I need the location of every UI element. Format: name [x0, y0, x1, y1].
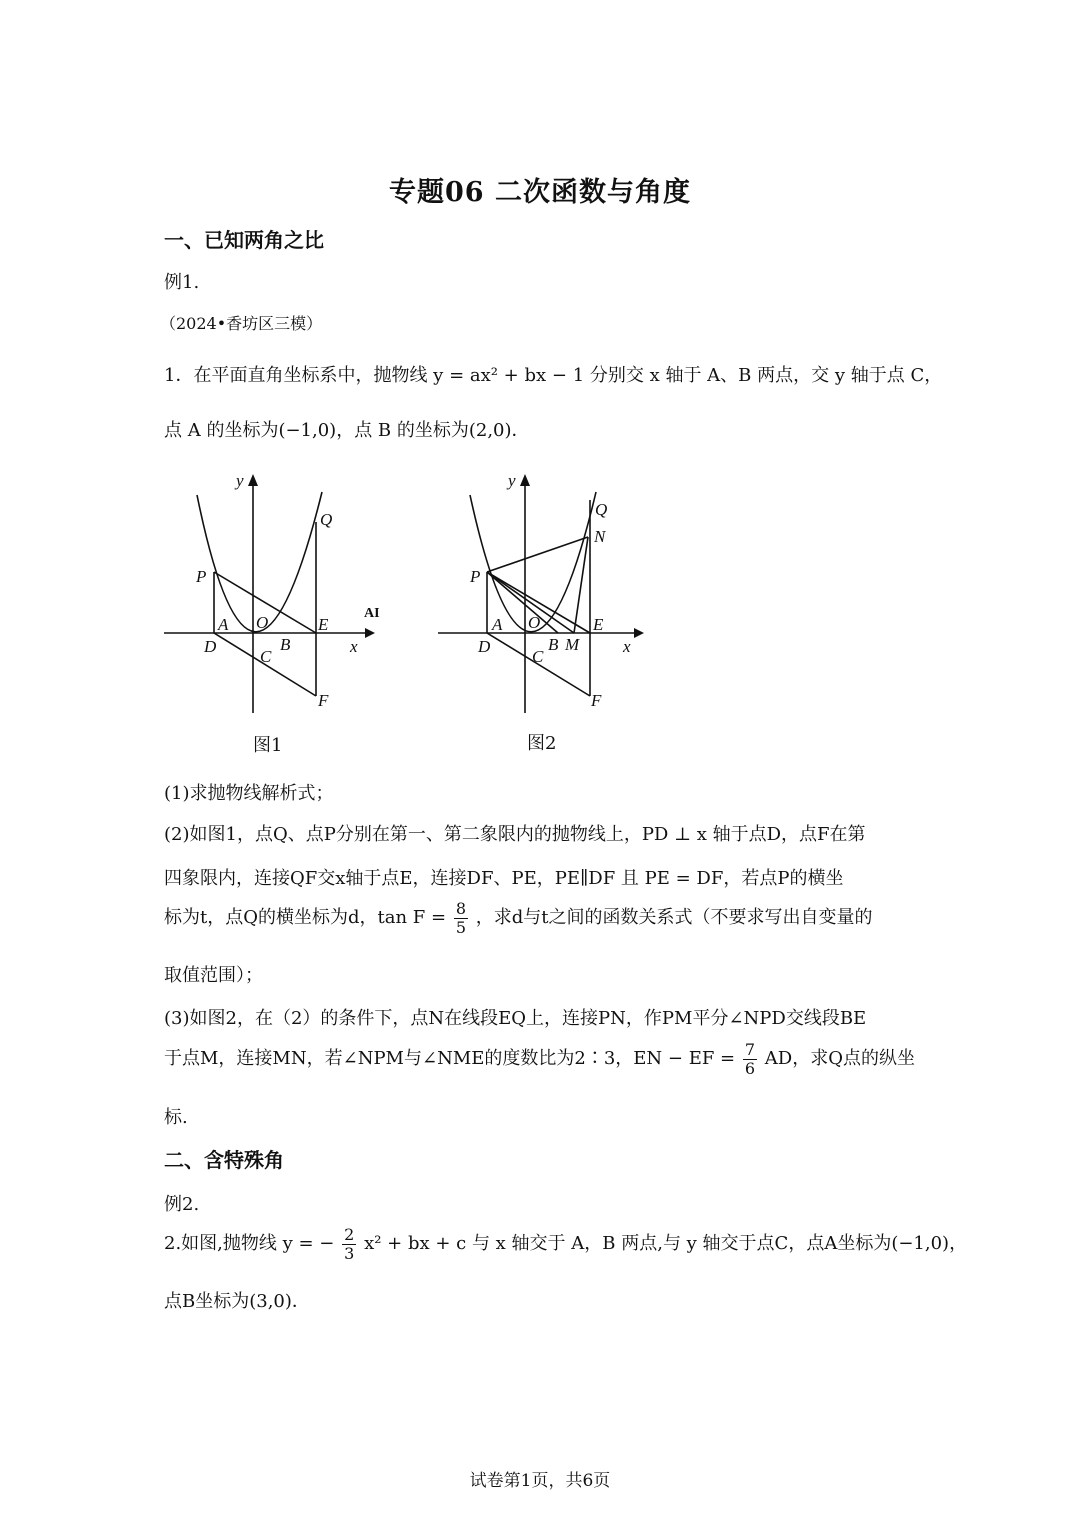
fig2-label-B: B	[548, 635, 559, 654]
page-footer: 试卷第1页，共6页	[469, 1471, 611, 1491]
fig1-label-E: E	[318, 615, 329, 634]
segment-MN	[574, 537, 588, 633]
fig1-label-x: x	[350, 637, 358, 656]
fig2-label-F: F	[591, 691, 602, 710]
x-axis-arrow	[365, 628, 375, 638]
problem-1-line-2: 点 A 的坐标为(−1,0)，点 B 的坐标为(2,0)．	[164, 420, 530, 441]
page-title: 专题06 二次函数与角度	[389, 177, 691, 208]
fraction-8-5	[454, 900, 468, 936]
question-2-line-1: (2)如图1，点Q、点P分别在第一、第二象限内的抛物线上，PD ⊥ x 轴于点D，点F在第	[164, 824, 866, 845]
x-axis-arrow	[634, 628, 644, 638]
problem-1-line-1: 1．在平面直角坐标系中，抛物线 y = ax² + bx − 1 分别交 x 轴于 A、B 两点，交 y 轴于点 C，	[164, 365, 943, 386]
fig2-label-P: P	[470, 567, 481, 586]
problem-2-line-2: 点B坐标为(3,0)．	[164, 1291, 310, 1312]
fig2-label-M: M	[565, 635, 580, 654]
figure-1-caption: 图1	[253, 735, 283, 756]
figure-2-caption: 图2	[527, 733, 557, 754]
fraction-7-6	[743, 1041, 757, 1077]
fig2-label-y: y	[508, 471, 516, 490]
question-2-line-3-pre: 标为t，点Q的横坐标为d，tan F =	[164, 907, 447, 929]
fig1-label-D: D	[204, 637, 217, 656]
fig1-label-O: O	[256, 613, 269, 632]
parabola	[197, 492, 322, 632]
fig1-label-Q: Q	[320, 510, 333, 529]
segment-PN	[487, 537, 588, 572]
question-2-line-3-post: ，求d与t之间的函数关系式（不要求写出自变量的	[475, 907, 873, 929]
fraction-numerator: 2	[344, 1225, 355, 1244]
fig1-label-C: C	[260, 647, 272, 666]
problem-source: （2024•香坊区三模）	[160, 314, 323, 333]
figure-1	[160, 470, 390, 720]
y-axis-arrow	[248, 474, 258, 486]
example-label-1: 例1.	[164, 272, 200, 293]
section-heading-1: 一、已知两角之比	[164, 228, 324, 252]
example-label-2: 例2.	[164, 1194, 200, 1215]
question-3-line-1: (3)如图2，在（2）的条件下，点N在线段EQ上，连接PN，作PM平分∠NPD交线段BE	[164, 1008, 867, 1029]
question-1: (1)求抛物线解析式；	[164, 783, 334, 804]
question-2-line-2: 四象限内，连接QF交x轴于点E，连接DF、PE，PE∥DF 且 PE = DF，若点P的横坐	[164, 868, 844, 889]
fig2-label-x: x	[623, 637, 631, 656]
problem-2-post: x² + bx + c 与 x 轴交于 A，B 两点,与 y 轴交于点C，点A坐标为(−1,0)，	[364, 1233, 968, 1255]
fig1-label-F: F	[318, 691, 329, 710]
fraction-numerator: 8	[455, 899, 467, 918]
fraction-denominator: 3	[344, 1243, 355, 1263]
fig2-label-D: D	[478, 637, 491, 656]
fig2-label-N: N	[594, 527, 606, 546]
fig1-label-A: A	[218, 615, 229, 634]
fraction-denominator: 5	[455, 917, 467, 937]
figure-2	[434, 470, 644, 720]
fig1-label-AI: AI	[364, 606, 380, 621]
question-3-line-3: 标.	[164, 1107, 188, 1128]
question-3-line-2	[164, 1041, 915, 1077]
fig2-label-E: E	[593, 615, 604, 634]
fig1-label-B: B	[280, 635, 291, 654]
fig1-label-P: P	[196, 567, 207, 586]
fig2-label-Q: Q	[595, 500, 608, 519]
y-axis-arrow	[520, 474, 530, 486]
fraction-denominator: 6	[744, 1058, 756, 1078]
question-3-line-2-post: AD，求Q点的纵坐	[764, 1048, 915, 1070]
fraction-2-3	[342, 1226, 356, 1262]
question-2-line-4: 取值范围）；	[164, 965, 263, 986]
fraction-numerator: 7	[744, 1040, 756, 1059]
problem-2-line-1	[164, 1226, 967, 1262]
fig1-label-y: y	[236, 471, 244, 490]
question-2-line-3	[164, 900, 873, 936]
fig2-label-A: A	[492, 615, 503, 634]
fig2-label-O: O	[528, 613, 541, 632]
question-3-line-2-pre: 于点M，连接MN，若∠NPM与∠NME的度数比为2∶3，EN − EF =	[164, 1048, 736, 1070]
fig2-label-C: C	[532, 647, 544, 666]
problem-2-pre: 2.如图,抛物线 y = −	[164, 1233, 335, 1255]
section-heading-2: 二、含特殊角	[164, 1148, 284, 1172]
